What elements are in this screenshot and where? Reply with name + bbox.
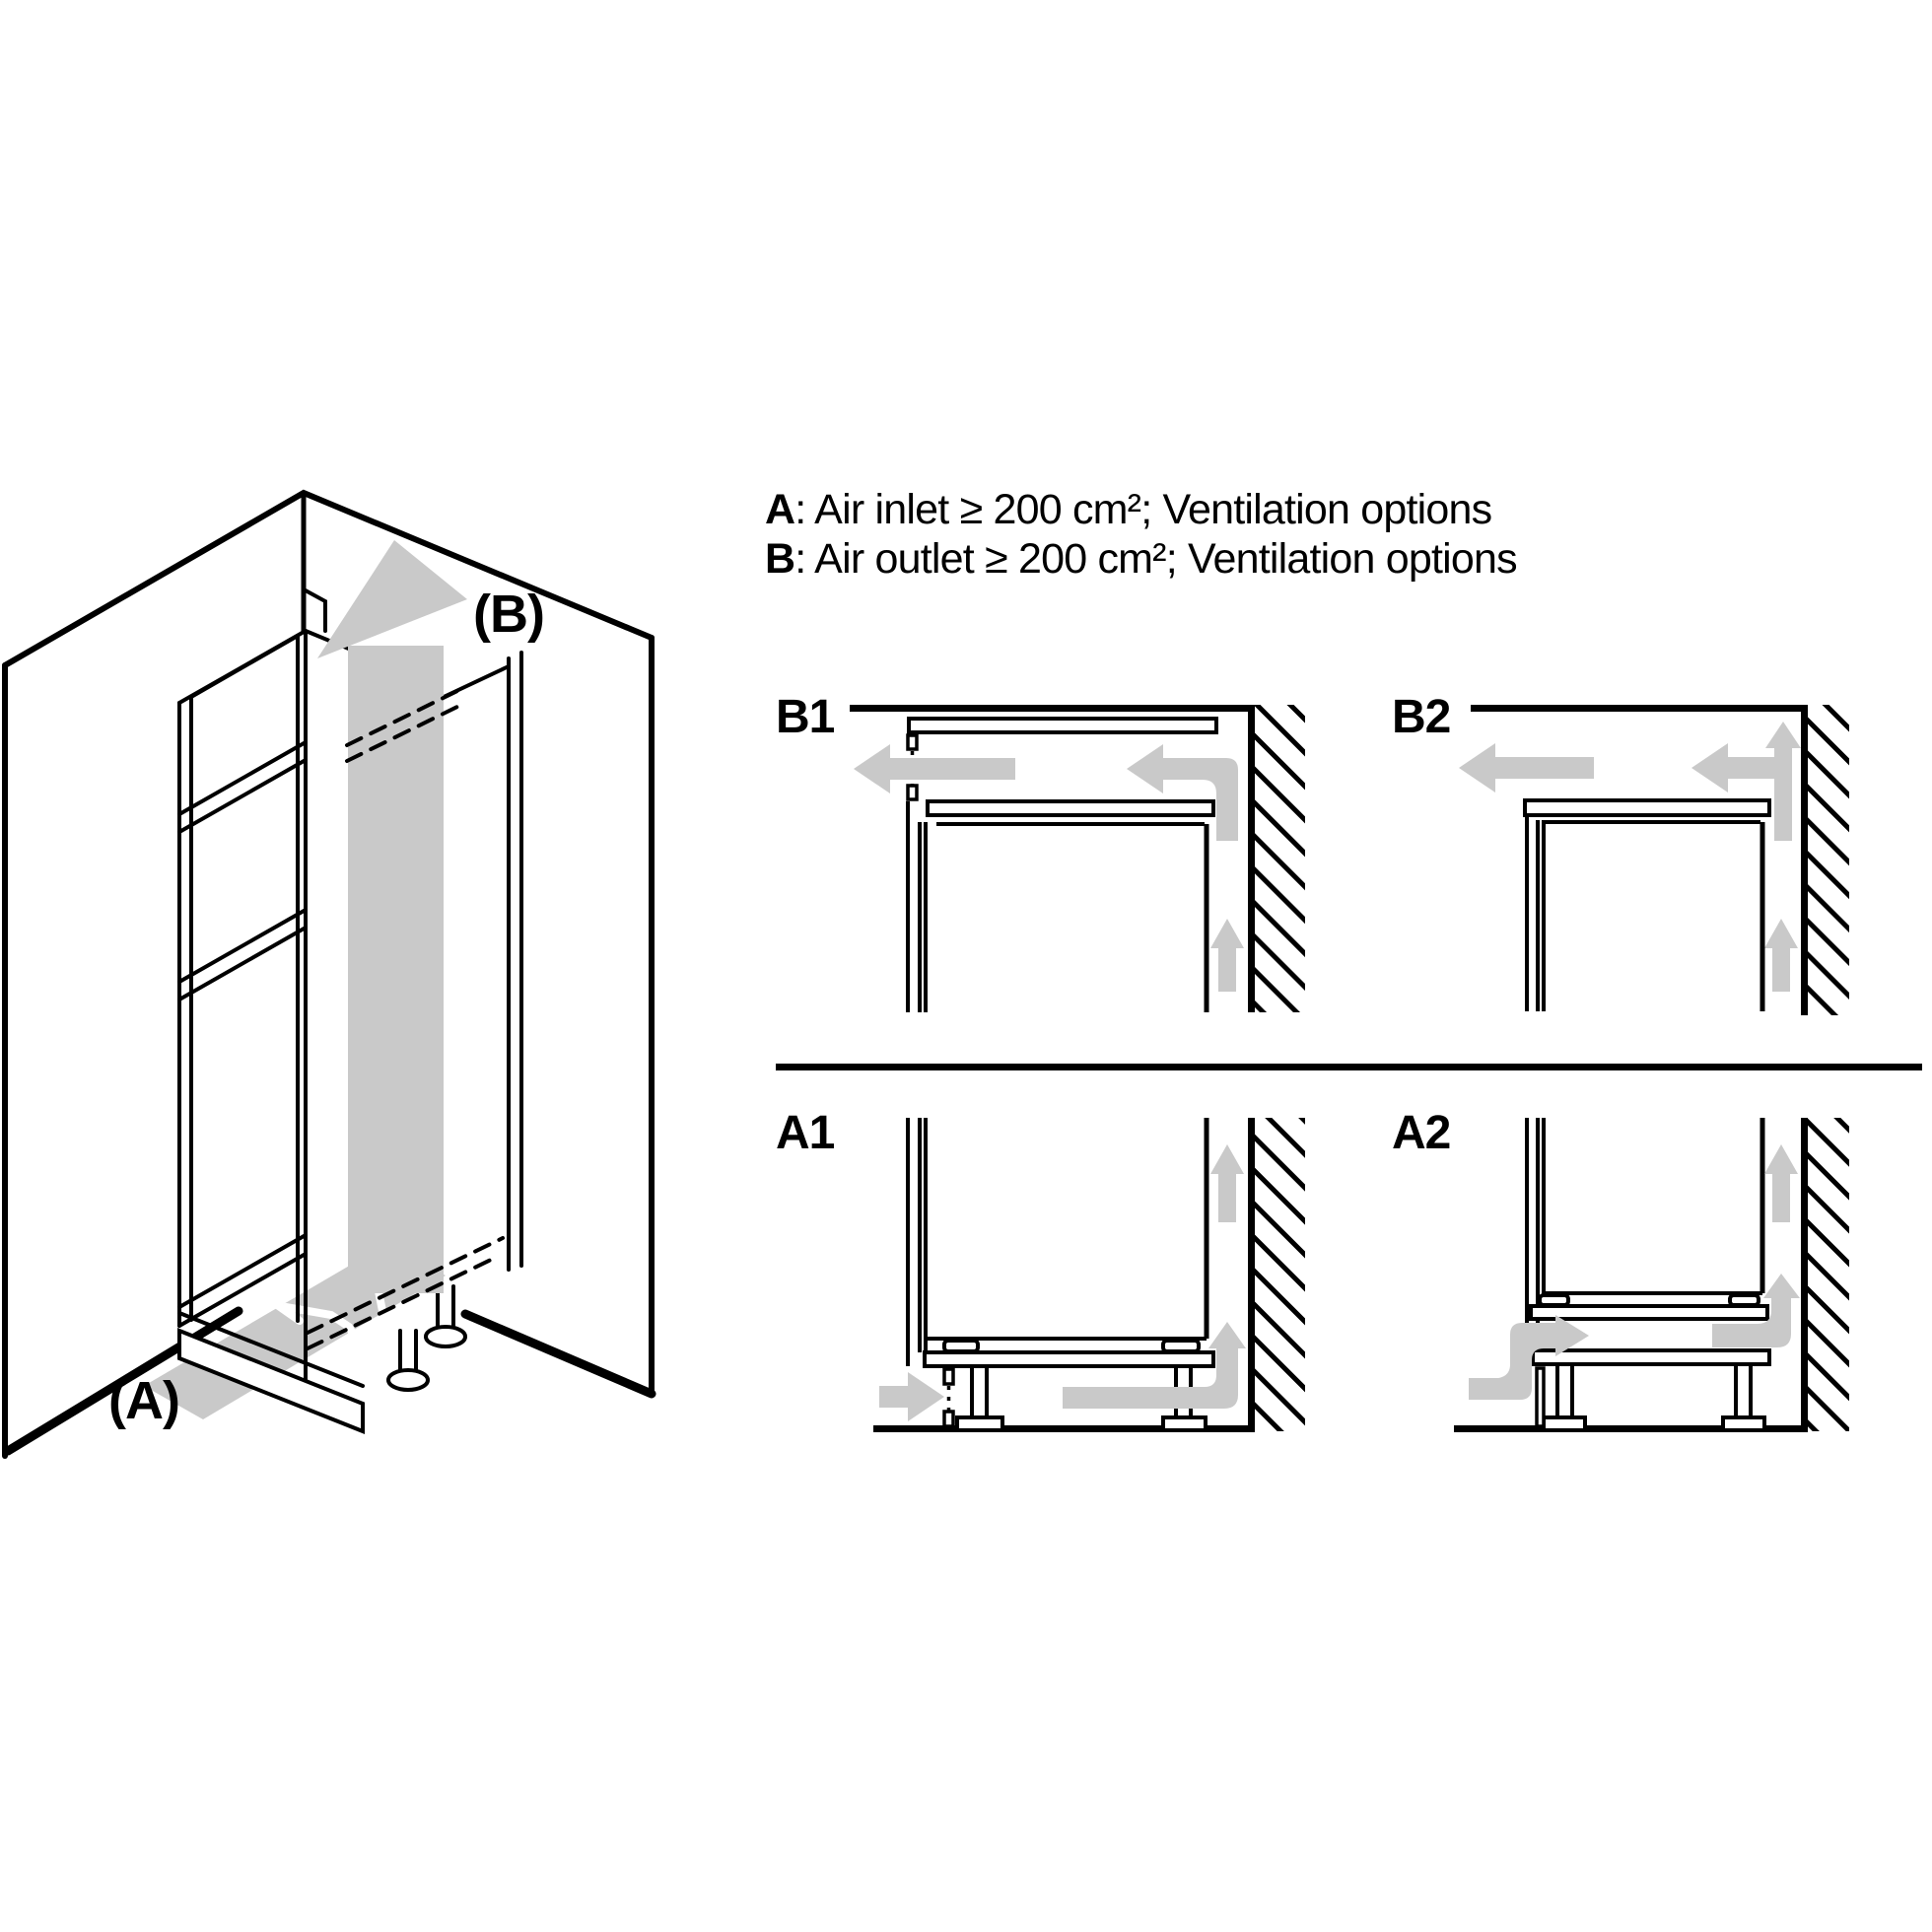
diagram-b2 — [1459, 705, 1849, 1015]
appliance-feet — [944, 1341, 1199, 1351]
plinth-legs — [1544, 1364, 1764, 1430]
airflow-arrow-left-icon — [854, 744, 1015, 794]
isometric-niche-view — [5, 493, 652, 1456]
air-inlet-note — [765, 485, 1517, 534]
airflow-arrow-up-icon — [1765, 722, 1801, 841]
cabinet-section — [908, 801, 1207, 1012]
side-wall — [1248, 705, 1255, 1012]
cabinet-top-panel — [928, 801, 1213, 815]
cabinet-section — [908, 1118, 1207, 1366]
cabinet-section — [1527, 815, 1762, 1011]
niche-corner-step — [304, 589, 325, 631]
diagram-b2-label: B2 — [1392, 691, 1451, 743]
ceiling-line — [1471, 705, 1808, 712]
plinth-panel — [1533, 1350, 1769, 1364]
note-a-text: : Air inlet ≥ 200 cm²; Ventilation options — [794, 486, 1492, 533]
base-panel — [925, 1352, 1213, 1366]
wall-hatching — [1808, 705, 1849, 1015]
airflow-arrow-branch-icon — [1691, 743, 1774, 793]
diagram-a1-label: A1 — [776, 1107, 835, 1159]
air-outlet-note — [765, 534, 1517, 584]
note-b-text: : Air outlet ≥ 200 cm²; Ventilation options — [794, 535, 1517, 583]
wall-hatching — [1255, 705, 1305, 1012]
airflow-arrow-up-icon — [1210, 1144, 1244, 1222]
diagram-b1-label: B1 — [776, 691, 835, 743]
side-wall — [1248, 1118, 1255, 1431]
airflow-arrow-right-icon — [879, 1372, 944, 1421]
wall-hatching — [1255, 1118, 1305, 1431]
vent-grille — [944, 1369, 953, 1426]
air-inlet-label: (A) — [108, 1371, 179, 1430]
air-outlet-label: (B) — [473, 585, 544, 644]
airflow-arrow-up-small-icon — [1764, 919, 1798, 992]
row-separator-line — [776, 1064, 1922, 1070]
note-b-prefix: B — [765, 535, 795, 583]
airflow-arrow-left-icon — [1459, 743, 1594, 793]
ceiling-vent-panel — [909, 719, 1216, 732]
base-panel — [1531, 1306, 1767, 1319]
appliance-feet — [1540, 1295, 1759, 1305]
vent-baffle — [1537, 1368, 1544, 1426]
cabinet-top-panel — [1525, 800, 1769, 815]
airflow-arrow-bend-icon — [1127, 744, 1238, 841]
note-a-prefix: A — [765, 486, 795, 533]
diagram-a2 — [1454, 1118, 1849, 1432]
airflow-arrow-up-icon — [1764, 1144, 1798, 1222]
diagram-a2-label: A2 — [1392, 1107, 1451, 1159]
side-wall — [1801, 705, 1808, 1015]
ceiling-line — [850, 705, 1255, 712]
diagram-a1 — [873, 1118, 1305, 1432]
wall-hatching — [1808, 1118, 1849, 1431]
ventilation-note — [765, 485, 1517, 584]
right-wall-floor-edge — [465, 1314, 652, 1394]
airflow-arrows — [1459, 722, 1801, 992]
diagram-b1 — [850, 705, 1305, 1012]
air-outlet-arrow-icon — [317, 540, 467, 1293]
airflow-arrow-up-icon — [1210, 919, 1244, 992]
cabinet-shelf — [179, 742, 306, 814]
side-wall — [1801, 1118, 1808, 1431]
airflow-arrows — [854, 744, 1244, 992]
